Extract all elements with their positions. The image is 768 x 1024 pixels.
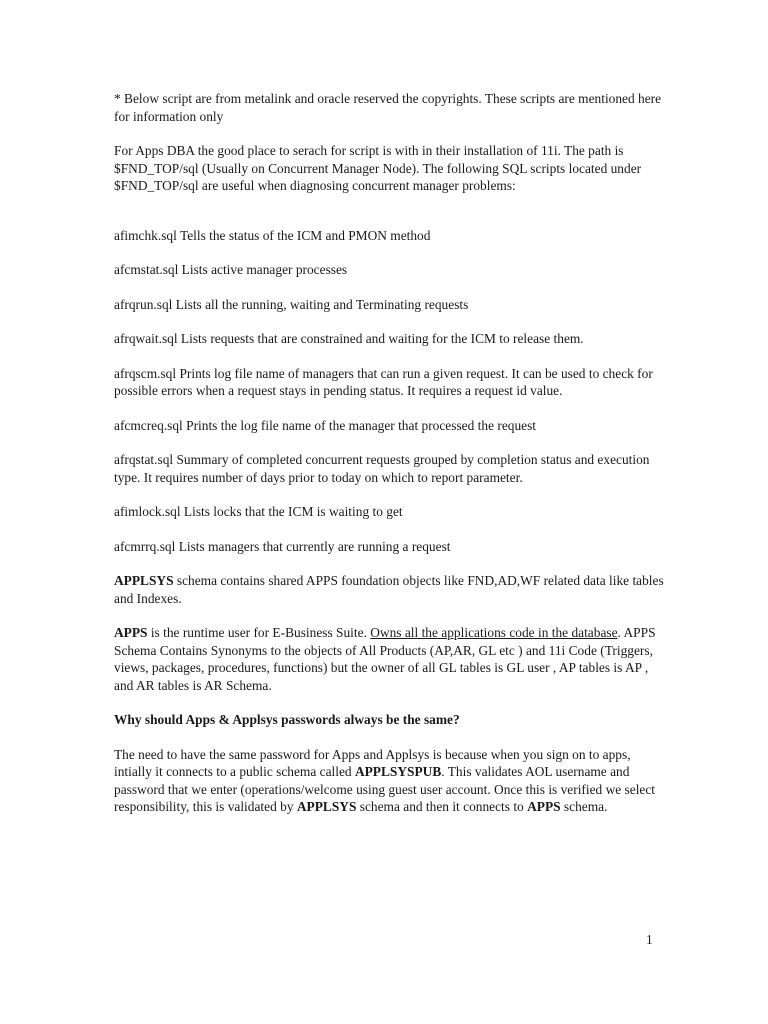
apps-ownership-note: Owns all the applications code in the database	[370, 625, 618, 640]
script-list	[114, 227, 668, 556]
answer-part-1: The need to have the same password for Apps and Applsys is because when you sign on to apps, intially it connects to a public schema called	[114, 746, 631, 779]
apps-term-answer: APPS	[527, 799, 561, 814]
answer-part-4: schema.	[560, 799, 608, 814]
question-heading: Why should Apps & Applsys passwords always be the same?	[114, 712, 460, 727]
apps-paragraph	[114, 624, 668, 694]
applsys-term-answer: APPLSYS	[296, 799, 357, 814]
script-location-paragraph: For Apps DBA the good place to serach for script is with in their installation of 11i. The path is $FND_TOP/sql (Usually on Concurrent Manager Node). The following SQL scripts located under $FND_TOP/sql are useful when diagnosing concurrent manager problems:	[114, 143, 642, 193]
script-item-afcmcreq: afcmcreq.sql Prints the log file name of the manager that processed the request	[114, 417, 537, 433]
script-item-afimchk: afimchk.sql Tells the status of the ICM and PMON method	[114, 227, 431, 243]
applsys-description: schema contains shared APPS foundation objects like FND,AD,WF related data like tables and Indexes.	[114, 573, 664, 606]
apps-term: APPS	[114, 625, 148, 640]
script-item-afcmstat: afcmstat.sql Lists active manager processes	[114, 262, 348, 277]
apps-description-end: . APPS Schema Contains Synonyms to the objects of All Products (AP,AR, GL etc ) and 11i Code (Triggers, views, packages, procedures, functions) but the owner of all GL tables is GL user , AP tables is AP , and AR tables is AR Schema.	[114, 625, 656, 693]
copyright-notice: * Below script are from metalink and oracle reserved the copyrights. These scripts are mentioned here for information only	[114, 91, 662, 124]
applsyspub-term: APPLSYSPUB	[354, 764, 442, 779]
script-item-afrqscm: afrqscm.sql Prints log file name of managers that can run a given request. It can be used to check for possible errors when a request stays in pending status. It requires a request id value.	[114, 365, 653, 398]
page-number: 1	[646, 932, 653, 947]
answer-paragraph	[114, 746, 668, 816]
script-item-afrqrun: afrqrun.sql Lists all the running, waiting and Terminating requests	[114, 296, 469, 312]
script-item-afrqstat: afrqstat.sql Summary of completed concurrent requests grouped by completion status and execution type. It requires number of days prior to today on which to report parameter.	[114, 452, 650, 485]
applsys-term: APPLSYS	[114, 573, 174, 588]
script-item-afcmrrq: afcmrrq.sql Lists managers that currently are running a request	[114, 538, 451, 554]
answer-part-2: . This validates AOL username and password that we enter (operations/welcome using guest user account. Once this is verified we select responsibility, this is validated by	[114, 764, 656, 814]
apps-description-start: is the runtime user for E-Business Suite.	[147, 625, 371, 640]
applsys-paragraph	[114, 572, 668, 607]
answer-part-3: schema and then it connects to	[356, 799, 528, 814]
script-item-afrqwait: afrqwait.sql Lists requests that are constrained and waiting for the ICM to release them.	[114, 331, 584, 346]
script-item-afimlock: afimlock.sql Lists locks that the ICM is waiting to get	[114, 504, 403, 519]
